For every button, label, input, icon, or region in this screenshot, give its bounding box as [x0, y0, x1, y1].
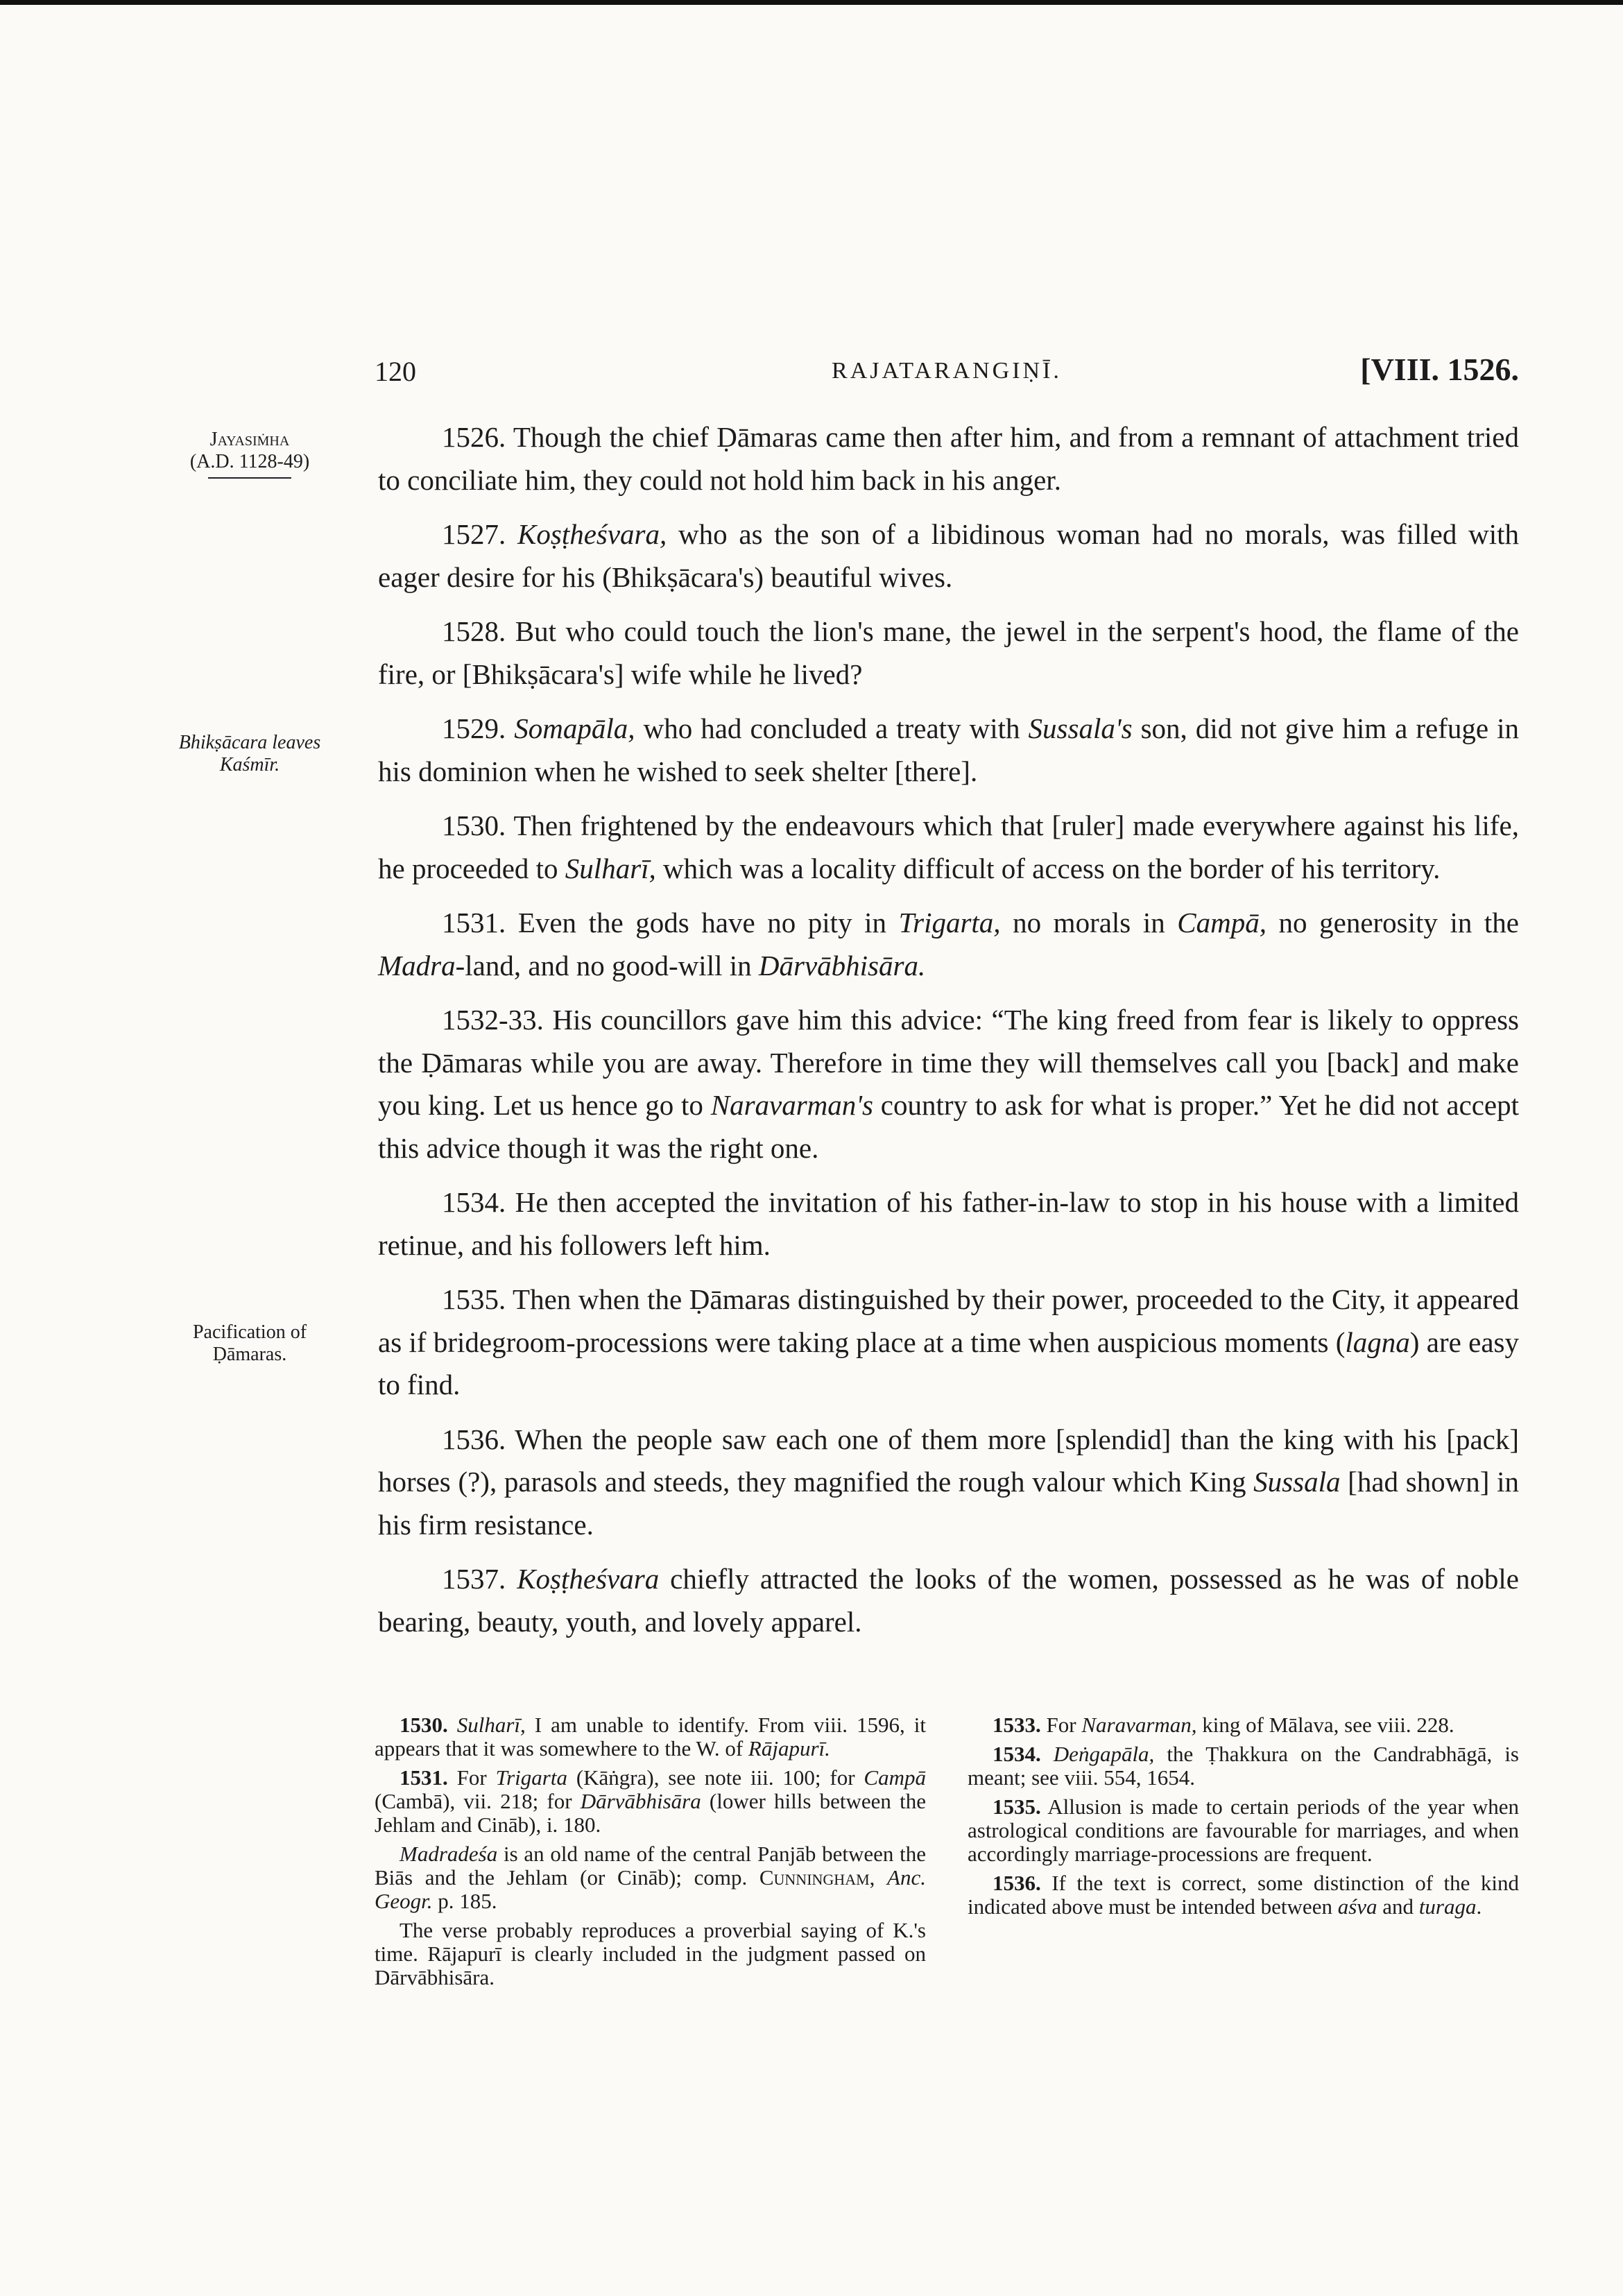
verse-text: ) are easy to find.	[378, 1326, 1519, 1400]
running-header	[375, 352, 1519, 404]
main-text	[378, 416, 1519, 1655]
verse-text: -land, and no good-will in	[455, 949, 759, 982]
work-title: Anc. Geogr.	[375, 1865, 926, 1913]
footnote-number: 1536.	[993, 1871, 1041, 1895]
footnotes-right-column	[968, 1713, 1519, 1924]
verse-1536	[378, 1419, 1519, 1547]
proper-name: Naravarman's	[710, 1089, 874, 1121]
scan-top-border	[0, 0, 1623, 5]
verse-1532-33	[378, 999, 1519, 1170]
verse-number: 1528.	[442, 615, 506, 647]
proper-name: Koṣṭheśvara	[517, 1563, 660, 1595]
proper-name: Campā,	[1177, 907, 1266, 939]
footnote-number: 1530.	[400, 1713, 448, 1737]
sanskrit-term: turaga	[1418, 1894, 1477, 1919]
footnote-1531	[375, 1766, 926, 1837]
verse-text: no generosity in the	[1266, 907, 1519, 939]
verse-text: Even the gods have no pity in	[517, 907, 899, 939]
footnote-1535	[968, 1795, 1519, 1866]
verse-1530	[378, 805, 1519, 890]
verse-number: 1531.	[442, 907, 506, 939]
sanskrit-term: aśva	[1337, 1894, 1377, 1919]
verse-number: 1526.	[442, 421, 506, 453]
footnote-text: (Kāṅgra), see note iii. 100; for	[567, 1765, 864, 1790]
verse-number: 1535.	[442, 1283, 506, 1315]
running-title: RAJATARANGIṆĪ.	[832, 358, 1062, 384]
footnote-madradesa	[375, 1842, 926, 1913]
footnote-1533	[968, 1713, 1519, 1737]
verse-number: 1530.	[442, 809, 506, 841]
verse-text: [had shown] in his firm resistance.	[378, 1466, 1519, 1541]
verse-1537	[378, 1558, 1519, 1643]
verse-text: son, did not give him a refuge in his dominion when he wished to seek shelter [there].	[378, 712, 1520, 787]
verse-1535	[378, 1278, 1519, 1407]
sidenote-bhiksacara: Bhikṣācara leaves Kaśmīr.	[178, 732, 321, 776]
footnote-number: 1533.	[993, 1713, 1041, 1737]
verse-text: Though the chief Ḍāmaras came then after him, and from a remnant of attachment tried to conciliate him, they could not hold him back in his anger.	[378, 421, 1519, 496]
verse-text: which was a locality difficult of access on the border of his territory.	[655, 852, 1441, 884]
sidenote-ruler	[163, 429, 336, 479]
verse-text: His councillors gave him this advice: “The king freed from fear is likely to oppress the Ḍāmaras while you are away. Therefore in time they will themselves call you [back] and make you king. Let us hence go to	[378, 1004, 1520, 1121]
sidenote-ruler-dates: (A.D. 1128-49)	[189, 451, 310, 472]
footnote-text: king of Mālava, see viii. 228.	[1196, 1713, 1454, 1737]
verse-number: 1537.	[442, 1563, 506, 1595]
author-name: Cunningham,	[759, 1865, 875, 1890]
footnote-text: For	[456, 1765, 496, 1790]
proper-name: Dārvābhisāra.	[758, 949, 926, 982]
verse-1526	[378, 416, 1519, 502]
verse-1527	[378, 513, 1519, 599]
proper-name: Koṣṭheśvara,	[517, 518, 667, 550]
footnote-text: (lower hills between the Jehlam and Cināb), i. 180.	[375, 1789, 926, 1837]
footnote-text: the Ṭhakkura on the Candrabhāgā, is meant; see viii. 554, 1654.	[968, 1742, 1519, 1790]
footnote-1530	[375, 1713, 926, 1760]
footnotes-left-column	[375, 1713, 926, 1995]
footnote-text: If the text is correct, some distinction of the kind indicated above must be intended between	[968, 1871, 1519, 1919]
verse-text: When the people saw each one of them more [splendid] than the king with his [pack] horses (?), parasols and steeds, they magnified the rough valour which King	[378, 1423, 1519, 1498]
verse-1534	[378, 1181, 1519, 1267]
footnote-number: 1535.	[993, 1794, 1041, 1819]
proper-name: Sulharī,	[456, 1713, 526, 1737]
proper-name: Sulharī,	[565, 852, 656, 884]
footnote-text: Allusion is made to certain periods of the year when astrological conditions are favourable for marriages, and when accordingly marriage-processions are frequent.	[968, 1794, 1519, 1866]
footnote-number: 1534.	[993, 1742, 1041, 1766]
proper-name: Deṅgapāla,	[1053, 1742, 1155, 1766]
verse-text: no morals in	[1000, 907, 1178, 939]
proper-name: Trigarta,	[898, 907, 1001, 939]
proper-name: Sussala	[1253, 1466, 1341, 1498]
footnote-text: .	[1476, 1894, 1482, 1919]
proper-name: Madra	[378, 949, 456, 982]
footnote-number: 1531.	[400, 1765, 448, 1790]
sidenote-ruler-name: Jayasiṁha	[209, 429, 290, 450]
footnote-text: (Cambā), vii. 218; for	[375, 1789, 581, 1813]
verse-1528	[378, 610, 1519, 696]
verse-text: Then frightened by the endeavours which that [ruler] made everywhere against his life, he proceeded to	[378, 809, 1519, 884]
sanskrit-term: lagna	[1345, 1326, 1410, 1358]
verse-text: He then accepted the invitation of his father-in-law to stop in his house with a limited retinue, and his followers left him.	[378, 1186, 1519, 1261]
footnote-proverb	[375, 1919, 926, 1989]
footnote-text: The verse probably reproduces a proverbial saying of K.'s time. Rājapurī is clearly included in the judgment passed on Dārvābhisāra.	[375, 1918, 926, 1989]
footnote-text: p. 185.	[432, 1889, 497, 1913]
verse-number: 1527.	[442, 518, 506, 550]
footnotes	[375, 1713, 1519, 2088]
verse-number: 1532-33.	[442, 1004, 544, 1036]
proper-name: Campā	[864, 1765, 926, 1790]
proper-name: Dārvābhisāra	[580, 1789, 701, 1813]
proper-name: Rājapurī.	[748, 1736, 830, 1760]
verse-1531	[378, 902, 1519, 987]
footnote-1536	[968, 1871, 1519, 1919]
footnote-text: For	[1046, 1713, 1082, 1737]
proper-name: Naravarman,	[1081, 1713, 1197, 1737]
sidenote-rule	[208, 477, 291, 479]
verse-text: But who could touch the lion's mane, the jewel in the serpent's hood, the flame of the fire, or [Bhikṣācara's] wife while he lived?	[378, 615, 1520, 690]
verse-text: chiefly attracted the looks of the women, possessed as he was of noble bearing, beauty, youth, and lovely apparel.	[378, 1563, 1519, 1638]
footnote-text: is an old name of the central Panjāb between the Biās and the Jehlam (or Cināb); comp.	[375, 1842, 926, 1890]
proper-name: Trigarta	[495, 1765, 567, 1790]
verse-number: 1534.	[442, 1186, 506, 1218]
footnote-text: and	[1377, 1894, 1419, 1919]
verse-1529	[378, 708, 1519, 793]
verse-text: country to ask for what is proper.” Yet he did not accept this advice though it was the right one.	[378, 1089, 1520, 1164]
verse-number: 1529.	[442, 712, 506, 744]
proper-name: Sussala's	[1028, 712, 1133, 744]
proper-name: Madradeśa	[400, 1842, 498, 1866]
verse-number: 1536.	[442, 1423, 506, 1455]
verse-text: who as the son of a libidinous woman had no morals, was filled with eager desire for his (Bhikṣācara's) beautiful wives.	[378, 518, 1520, 593]
verse-text: Then when the Ḍāmaras distinguished by their power, proceeded to the City, it appeared as if bridegroom-processions were taking place at a time when auspicious moments (	[378, 1283, 1519, 1358]
footnote-text: I am unable to identify. From viii. 1596, it appears that it was somewhere to the W. of	[375, 1713, 927, 1760]
verse-text: who had concluded a treaty with	[635, 712, 1029, 744]
page-number: 120	[375, 356, 416, 387]
section-reference: [VIII. 1526.	[1360, 352, 1519, 387]
sidenote-pacification: Pacification of Ḍāmaras.	[192, 1321, 307, 1365]
footnote-1534	[968, 1742, 1519, 1790]
proper-name: Somapāla,	[514, 712, 635, 744]
